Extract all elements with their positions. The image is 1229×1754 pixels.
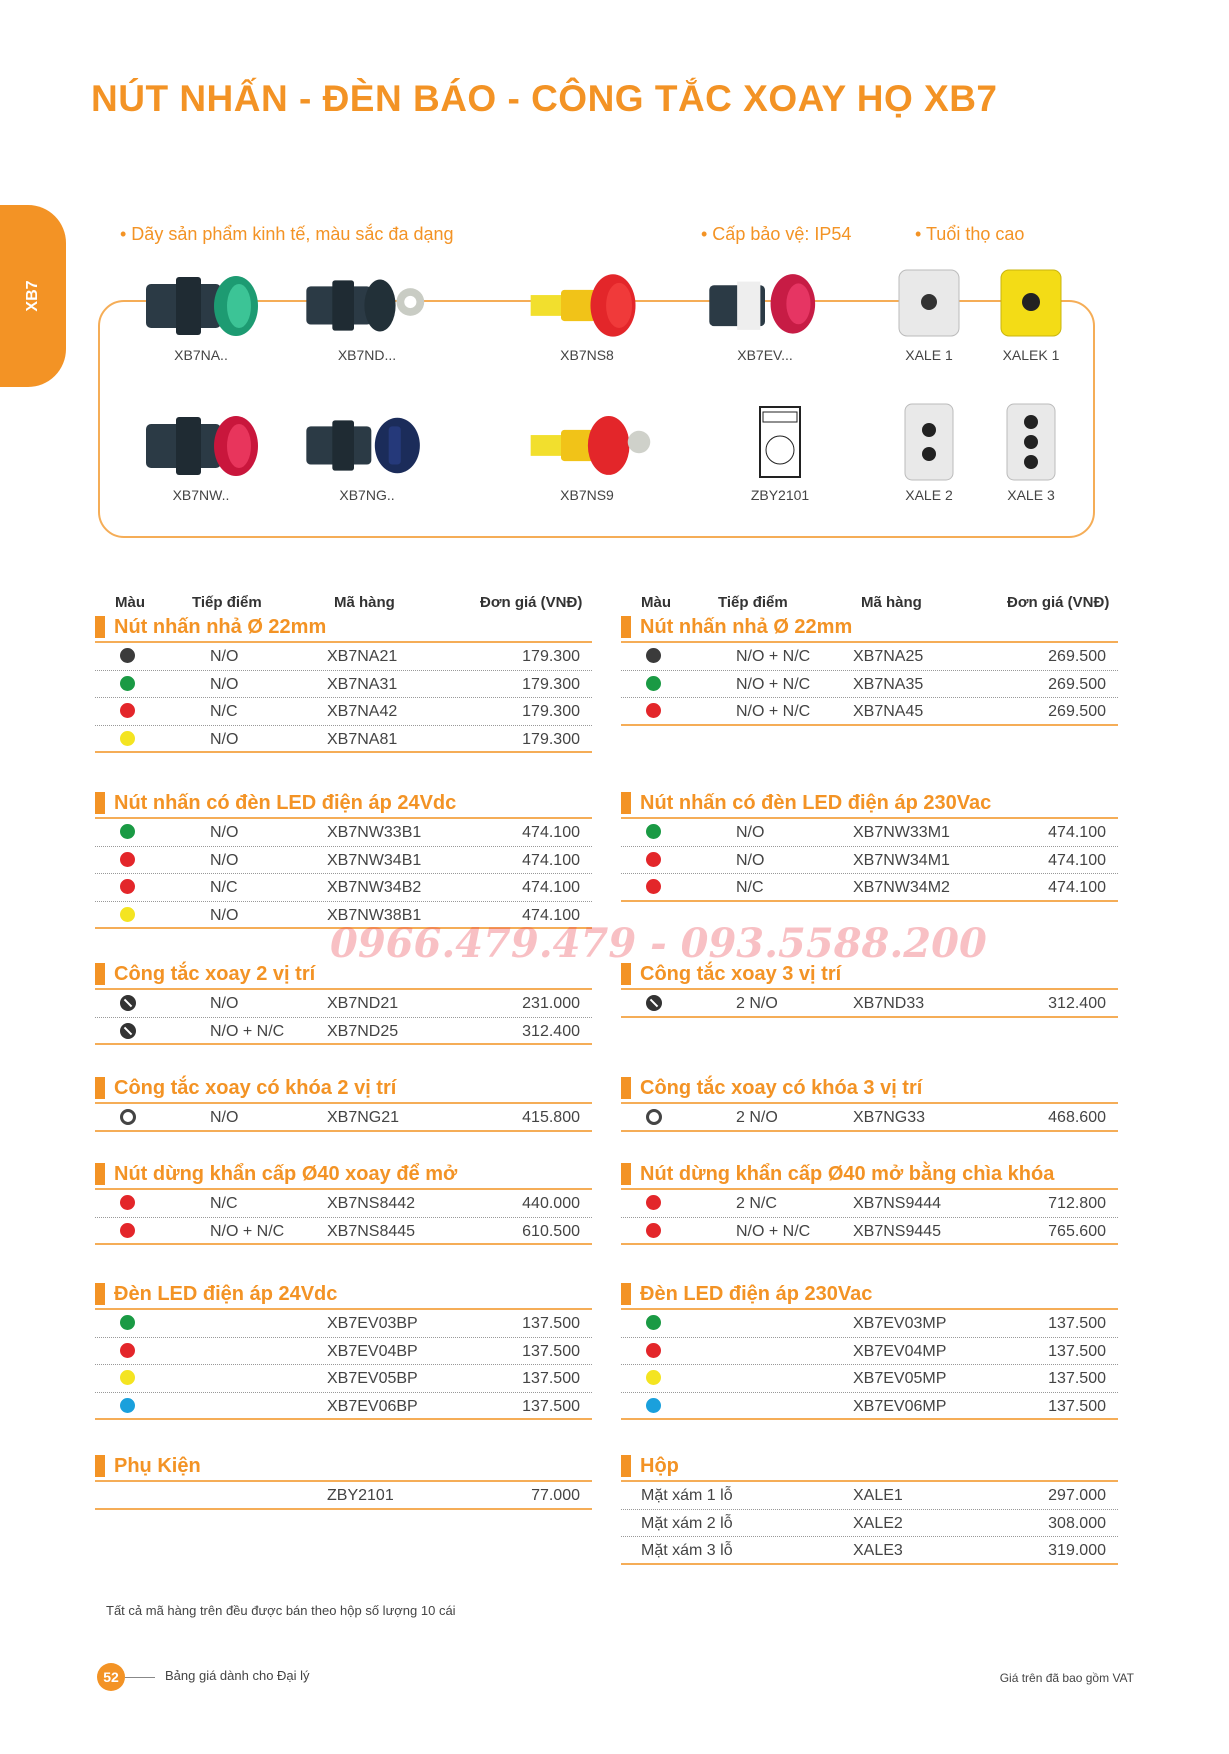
price-cell: 308.000 [1048, 1514, 1106, 1532]
header-contact: Tiếp điểm [718, 594, 788, 611]
section-title: Hộp [621, 1452, 1118, 1482]
table-row [95, 990, 592, 1018]
product-code: XB7NS9 [560, 487, 614, 503]
section-rows [621, 1310, 1118, 1420]
table-row [95, 874, 592, 902]
table-row [621, 1190, 1118, 1218]
section-title: Nút nhấn nhả Ø 22mm [621, 613, 1118, 643]
price-cell: 137.500 [1048, 1315, 1106, 1332]
green-color-dot-icon [120, 676, 135, 691]
section-left-6 [95, 1452, 592, 1510]
table-row [621, 1510, 1118, 1538]
price-cell: 474.100 [522, 851, 580, 869]
product-code-cell: XB7NS8442 [327, 1195, 416, 1212]
price-cell: 137.500 [1048, 1370, 1106, 1387]
page-title: NÚT NHẤN - ĐÈN BÁO - CÔNG TẮC XOAY HỌ XB7 [91, 78, 998, 119]
table-row [95, 847, 592, 875]
table-row [621, 1365, 1118, 1393]
price-cell: 137.500 [522, 1315, 580, 1332]
section-right-4 [621, 1160, 1118, 1245]
price-cell: 179.300 [522, 730, 580, 748]
feature-1: • Dãy sản phẩm kinh tế, màu sắc đa dạng [120, 224, 454, 244]
black-color-dot-icon [120, 648, 135, 663]
product-code-cell: XB7NG21 [327, 1109, 400, 1126]
product-code: XB7ND... [337, 347, 397, 363]
section-left-5 [95, 1280, 592, 1420]
product-code-cell: XB7EV06BP [327, 1397, 418, 1415]
product-code-cell: XB7EV04BP [327, 1342, 418, 1360]
price-cell: 137.500 [522, 1370, 580, 1387]
product-code: XALE 1 [905, 347, 953, 363]
red-color-dot-icon [646, 852, 661, 867]
product-code: XB7EV... [737, 347, 793, 363]
product-code-cell: XB7NA81 [327, 730, 398, 748]
product-code-cell: XB7EV05BP [327, 1370, 418, 1387]
footnote: Tất cả mã hàng trên đều được bán theo hộp số lượng 10 cái [106, 1603, 456, 1618]
table-row [621, 1218, 1118, 1246]
price-cell: 474.100 [1048, 824, 1106, 841]
product-code-cell: XALE1 [853, 1487, 903, 1504]
table-row [95, 1365, 592, 1393]
blue-color-dot-icon [120, 1398, 135, 1413]
green-color-dot-icon [120, 824, 135, 839]
price-cell: 269.500 [1048, 675, 1106, 693]
product-code-cell: XB7NA31 [327, 675, 398, 693]
price-cell: 474.100 [522, 906, 580, 924]
section-title: Công tắc xoay 3 vị trí [621, 960, 1118, 990]
product-code-cell: XB7EV04MP [853, 1342, 947, 1360]
contact-cell: N/O [210, 648, 239, 665]
table-row [621, 643, 1118, 671]
section-left-2 [95, 960, 592, 1045]
product-code: XALE 3 [1007, 487, 1055, 503]
header-price: Đơn giá (VNĐ) [480, 594, 583, 611]
blue-color-dot-icon [646, 1398, 661, 1413]
product-zby2101 [715, 402, 845, 503]
price-cell: 312.400 [522, 1022, 580, 1040]
price-cell: 474.100 [522, 824, 580, 841]
product-code-cell: XB7NW34B1 [327, 851, 422, 869]
rotary-knob-icon [646, 995, 662, 1011]
green-color-dot-icon [646, 1315, 661, 1330]
contact-cell: N/O [210, 675, 239, 693]
table-row [621, 1393, 1118, 1421]
contact-cell: N/C [210, 703, 238, 720]
contact-cell: N/C [736, 879, 764, 896]
section-rows [95, 1482, 592, 1510]
section-title: Công tắc xoay 2 vị trí [95, 960, 592, 990]
section-right-0 [621, 613, 1118, 726]
section-tab-label: XB7 [24, 280, 41, 312]
product-code-cell: XB7NA45 [853, 703, 924, 720]
product-code-cell: XB7EV03BP [327, 1315, 418, 1332]
price-cell: 468.600 [1048, 1109, 1106, 1126]
header-color: Màu [641, 594, 671, 611]
product-xale3 [966, 402, 1096, 503]
table-row [621, 1310, 1118, 1338]
yellow-color-dot-icon [646, 1370, 661, 1385]
page-number: 52 [97, 1663, 125, 1691]
price-cell: 474.100 [522, 879, 580, 896]
feature-2: • Cấp bảo vệ: IP54 [701, 224, 852, 244]
header-contact: Tiếp điểm [192, 594, 262, 611]
yellow-color-dot-icon [120, 907, 135, 922]
product-code-cell: XB7NA42 [327, 703, 398, 720]
table-row [95, 1190, 592, 1218]
section-rows [621, 643, 1118, 726]
green-color-dot-icon [646, 676, 661, 691]
product-xb7ns8 [522, 262, 652, 363]
black-color-dot-icon [646, 648, 661, 663]
red-color-dot-icon [646, 703, 661, 718]
table-row [621, 671, 1118, 699]
price-cell: 137.500 [522, 1397, 580, 1415]
table-row [621, 847, 1118, 875]
section-title: Đèn LED điện áp 24Vdc [95, 1280, 592, 1310]
section-left-3 [95, 1074, 592, 1132]
contact-cell: N/O + N/C [736, 675, 811, 693]
red-color-dot-icon [646, 1343, 661, 1358]
product-code: XALE 2 [905, 487, 953, 503]
section-title: Nút nhấn có đèn LED điện áp 24Vdc [95, 789, 592, 819]
red-color-dot-icon [646, 1223, 661, 1238]
section-title: Công tắc xoay có khóa 2 vị trí [95, 1074, 592, 1104]
footer-dealer-note: Bảng giá dành cho Đại lý [165, 1668, 310, 1683]
yellow-color-dot-icon [120, 1370, 135, 1385]
section-rows [621, 1190, 1118, 1245]
contact-cell: 2 N/C [736, 1195, 777, 1212]
rotary-knob-icon [120, 995, 136, 1011]
section-rows [95, 990, 592, 1045]
contact-cell: N/C [210, 879, 238, 896]
red-color-dot-icon [120, 879, 135, 894]
product-code-cell: XB7ND21 [327, 995, 399, 1012]
section-rows [95, 1104, 592, 1132]
table-row [621, 990, 1118, 1018]
table-row [95, 819, 592, 847]
table-row [621, 874, 1118, 902]
contact-cell: 2 N/O [736, 1109, 778, 1126]
contact-cell: N/C [210, 1195, 238, 1212]
product-code-cell: XB7EV03MP [853, 1315, 947, 1332]
header-code: Mã hàng [861, 594, 922, 611]
product-xb7na [136, 262, 266, 363]
section-right-6 [621, 1452, 1118, 1565]
section-title: Nút dừng khẩn cấp Ø40 mở bằng chìa khóa [621, 1160, 1118, 1190]
emergency-stop-image [522, 262, 652, 342]
product-code: ZBY2101 [750, 487, 810, 503]
section-rows [95, 643, 592, 753]
section-rows [621, 819, 1118, 902]
red-color-dot-icon [646, 879, 661, 894]
section-title: Đèn LED điện áp 230Vac [621, 1280, 1118, 1310]
price-cell: 415.800 [522, 1109, 580, 1126]
product-code-cell: XB7NA25 [853, 648, 924, 665]
product-code-cell: XB7ND33 [853, 995, 925, 1012]
price-cell: 319.000 [1048, 1542, 1106, 1559]
table-row [95, 1104, 592, 1132]
product-code-cell: XB7NA21 [327, 648, 398, 665]
product-code-cell: XB7EV06MP [853, 1397, 947, 1415]
section-right-5 [621, 1280, 1118, 1420]
table-row [95, 726, 592, 754]
table-row [95, 1393, 592, 1421]
price-cell: 269.500 [1048, 648, 1106, 665]
product-xb7ev [700, 262, 830, 363]
table-row [621, 1338, 1118, 1366]
product-xb7nw [136, 402, 266, 503]
section-rows [95, 1190, 592, 1245]
product-code-cell: XB7NW38B1 [327, 906, 422, 924]
section-left-4 [95, 1160, 592, 1245]
product-code: XB7NW.. [172, 487, 230, 503]
table-row [95, 643, 592, 671]
table-row [95, 1310, 592, 1338]
product-code-cell: XB7EV05MP [853, 1370, 947, 1387]
table-row [95, 1338, 592, 1366]
product-code-cell: XB7NS8445 [327, 1222, 416, 1240]
product-code-cell: XB7ND25 [327, 1022, 399, 1040]
led-push-button-image [136, 402, 266, 482]
red-color-dot-icon [120, 852, 135, 867]
price-cell: 610.500 [522, 1222, 580, 1240]
product-code-cell: XALE2 [853, 1514, 903, 1532]
price-cell: 474.100 [1048, 851, 1106, 869]
price-cell: 765.600 [1048, 1222, 1106, 1240]
price-cell: 231.000 [522, 995, 580, 1012]
price-cell: 712.800 [1048, 1195, 1106, 1212]
contact-cell: N/O [736, 851, 765, 869]
product-code-cell: ZBY2101 [327, 1487, 394, 1504]
section-rows [95, 819, 592, 929]
pilot-light-image [700, 262, 830, 342]
section-right-1 [621, 789, 1118, 902]
contact-cell: N/O [210, 730, 239, 748]
table-row [621, 1537, 1118, 1565]
price-cell: 137.500 [522, 1342, 580, 1360]
red-color-dot-icon [120, 1343, 135, 1358]
control-box-3-hole-image [966, 402, 1096, 482]
price-cell: 269.500 [1048, 703, 1106, 720]
product-code-cell: XB7NW33B1 [327, 824, 422, 841]
section-left-0 [95, 613, 592, 753]
table-row [95, 1218, 592, 1246]
section-rows [95, 1310, 592, 1420]
price-cell: 312.400 [1048, 995, 1106, 1012]
contact-cell: N/O [210, 906, 239, 924]
contact-cell: N/O + N/C [210, 1022, 285, 1040]
contact-cell: N/O + N/C [736, 1222, 811, 1240]
table-row [621, 698, 1118, 726]
product-code-cell: XB7NG33 [853, 1109, 926, 1126]
table-row [621, 1104, 1118, 1132]
red-color-dot-icon [120, 1195, 135, 1210]
emergency-stop-key-image [522, 402, 652, 482]
section-title: Phụ Kiện [95, 1452, 592, 1482]
price-cell: 474.100 [1048, 879, 1106, 896]
product-code: XB7NS8 [560, 347, 614, 363]
product-code-cell: XB7NS9444 [853, 1195, 942, 1212]
section-tab [0, 205, 66, 387]
control-box-yellow-image [966, 262, 1096, 342]
red-color-dot-icon [646, 1195, 661, 1210]
table-row [95, 1482, 592, 1510]
table-row [95, 698, 592, 726]
description-cell: Mặt xám 1 lỗ [641, 1487, 733, 1504]
contact-cell: N/O [210, 1109, 239, 1126]
product-code-cell: XB7NW33M1 [853, 824, 950, 841]
section-title: Công tắc xoay có khóa 3 vị trí [621, 1074, 1118, 1104]
contact-cell: N/O [210, 824, 239, 841]
green-color-dot-icon [120, 1315, 135, 1330]
key-switch-image [302, 262, 432, 342]
product-xb7ns9 [522, 402, 652, 503]
description-cell: Mặt xám 3 lỗ [641, 1542, 733, 1559]
yellow-color-dot-icon [120, 731, 135, 746]
rotary-knob-icon [120, 1023, 136, 1039]
footer-vat-note: Giá trên đã bao gồm VAT [999, 1671, 1134, 1685]
product-code-cell: XB7NW34M2 [853, 879, 950, 896]
product-code-cell: XB7NA35 [853, 675, 924, 693]
price-cell: 137.500 [1048, 1397, 1106, 1415]
section-rows [621, 990, 1118, 1018]
price-cell: 440.000 [522, 1195, 580, 1212]
contact-cell: N/O + N/C [736, 703, 811, 720]
table-row [621, 1482, 1118, 1510]
table-row [621, 819, 1118, 847]
contact-cell: N/O [210, 995, 239, 1012]
contact-cell: 2 N/O [736, 995, 778, 1012]
section-rows [621, 1104, 1118, 1132]
price-cell: 77.000 [531, 1487, 580, 1504]
price-cell: 179.300 [522, 648, 580, 665]
product-xb7ng [302, 402, 432, 503]
price-cell: 179.300 [522, 675, 580, 693]
section-rows [621, 1482, 1118, 1565]
contact-cell: N/O [210, 851, 239, 869]
product-code-cell: XALE3 [853, 1542, 903, 1559]
section-left-1 [95, 789, 592, 929]
green-color-dot-icon [646, 824, 661, 839]
product-code: XB7NG.. [339, 487, 395, 503]
section-right-2 [621, 960, 1118, 1018]
contact-cell: N/O [736, 824, 765, 841]
key-lock-icon [120, 1109, 136, 1125]
section-right-3 [621, 1074, 1118, 1132]
product-code-cell: XB7NW34B2 [327, 879, 422, 896]
header-color: Màu [115, 594, 145, 611]
price-cell: 179.300 [522, 703, 580, 720]
contact-cell: N/O + N/C [210, 1222, 285, 1240]
price-cell: 297.000 [1048, 1487, 1106, 1504]
feature-3: • Tuổi thọ cao [915, 224, 1025, 244]
product-code-cell: XB7NW34M1 [853, 851, 950, 869]
header-price: Đơn giá (VNĐ) [1007, 594, 1110, 611]
red-color-dot-icon [120, 1223, 135, 1238]
header-code: Mã hàng [334, 594, 395, 611]
selector-switch-image [302, 402, 432, 482]
section-title: Nút dừng khẩn cấp Ø40 xoay để mở [95, 1160, 592, 1190]
description-cell: Mặt xám 2 lỗ [641, 1514, 733, 1532]
footer-divider [125, 1677, 155, 1678]
table-row [95, 1018, 592, 1046]
product-xalek1 [966, 262, 1096, 363]
section-title: Nút nhấn có đèn LED điện áp 230Vac [621, 789, 1118, 819]
product-code: XB7NA.. [174, 347, 228, 363]
section-title: Nút nhấn nhả Ø 22mm [95, 613, 592, 643]
product-code: XALEK 1 [1002, 347, 1060, 363]
legend-plate-image [715, 402, 845, 482]
red-color-dot-icon [120, 703, 135, 718]
push-button-green-image [136, 262, 266, 342]
key-lock-icon [646, 1109, 662, 1125]
price-cell: 137.500 [1048, 1342, 1106, 1360]
table-row [95, 671, 592, 699]
product-code-cell: XB7NS9445 [853, 1222, 942, 1240]
product-xb7nd [302, 262, 432, 363]
watermark-phone: 0966.479.479 - 093.5588.200 [330, 920, 987, 967]
contact-cell: N/O + N/C [736, 648, 811, 665]
